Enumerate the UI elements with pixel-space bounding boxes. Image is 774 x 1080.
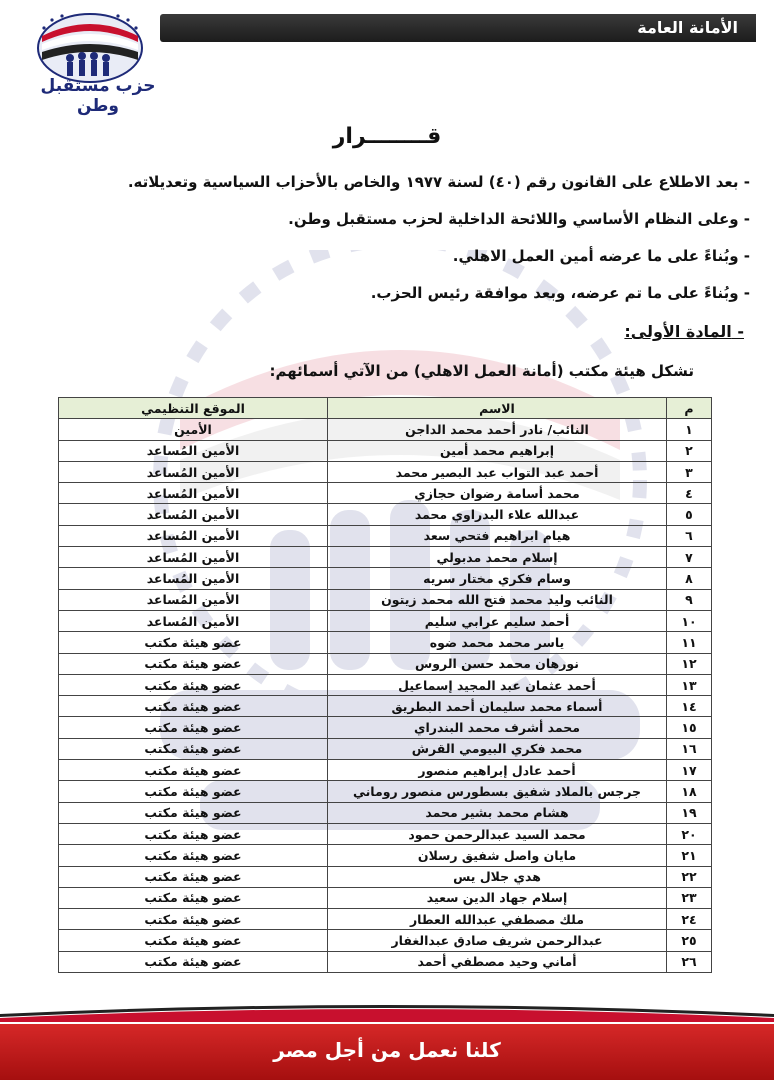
- member-name: أماني وحيد مصطفي أحمد: [328, 951, 667, 972]
- member-position: عضو هيئة مكتب: [59, 632, 328, 653]
- member-name: أحمد عبد التواب عبد البصير محمد: [328, 461, 667, 482]
- row-number: ١٧: [667, 760, 712, 781]
- member-name: مايان واصل شفيق رسلان: [328, 845, 667, 866]
- member-position: الأمين المُساعد: [59, 589, 328, 610]
- row-number: ٤: [667, 483, 712, 504]
- member-name: ملك مصطفي عبدالله العطار: [328, 909, 667, 930]
- row-number: ٢٦: [667, 951, 712, 972]
- table-row: [59, 653, 712, 674]
- article-text: تشكل هيئة مكتب (أمانة العمل الاهلي) من الآتي أسمائهم:: [269, 362, 694, 380]
- row-number: ١٩: [667, 802, 712, 823]
- member-name: النائب وليد محمد فتح الله محمد زيتون: [328, 589, 667, 610]
- member-position: عضو هيئة مكتب: [59, 674, 328, 695]
- member-position: الأمين المُساعد: [59, 483, 328, 504]
- member-name: أحمد سليم عرابي سليم: [328, 610, 667, 631]
- member-name: إسلام محمد مدبولي: [328, 547, 667, 568]
- clause-item: - بعد الاطلاع على القانون رقم (٤٠) لسنة ١٩٧٧ والخاص بالأحزاب السياسية وتعديلاته.: [90, 164, 750, 201]
- table-row: [59, 504, 712, 525]
- row-number: ١٠: [667, 610, 712, 631]
- table-row: [59, 568, 712, 589]
- member-name: النائب/ نادر أحمد محمد الداجن: [328, 419, 667, 440]
- clause-item: - وعلى النظام الأساسي واللائحة الداخلية لحزب مستقبل وطن.: [90, 201, 750, 238]
- row-number: ٨: [667, 568, 712, 589]
- member-position: عضو هيئة مكتب: [59, 823, 328, 844]
- table-row: [59, 696, 712, 717]
- member-position: عضو هيئة مكتب: [59, 845, 328, 866]
- table-row: [59, 738, 712, 759]
- table-row: [59, 419, 712, 440]
- member-name: إسلام جهاد الدين سعيد: [328, 887, 667, 908]
- decision-title: قــــــــرار: [332, 124, 442, 149]
- member-position: الأمين: [59, 419, 328, 440]
- member-name: ياسر محمد محمد ضوه: [328, 632, 667, 653]
- member-name: هدي جلال يس: [328, 866, 667, 887]
- table-row: [59, 951, 712, 972]
- row-number: ٢: [667, 440, 712, 461]
- table-row: [59, 461, 712, 482]
- row-number: ٢٠: [667, 823, 712, 844]
- member-name: محمد أشرف محمد البندراي: [328, 717, 667, 738]
- member-name: محمد السيد عبدالرحمن حمود: [328, 823, 667, 844]
- row-number: ٢٤: [667, 909, 712, 930]
- table-row: [59, 717, 712, 738]
- table-row: [59, 802, 712, 823]
- row-number: ٥: [667, 504, 712, 525]
- member-position: الأمين المُساعد: [59, 525, 328, 546]
- member-position: عضو هيئة مكتب: [59, 717, 328, 738]
- table-row: [59, 440, 712, 461]
- member-position: الأمين المُساعد: [59, 504, 328, 525]
- member-name: أسماء محمد سليمان أحمد البطريق: [328, 696, 667, 717]
- table-row: [59, 547, 712, 568]
- member-position: الأمين المُساعد: [59, 610, 328, 631]
- row-number: ١: [667, 419, 712, 440]
- row-number: ٩: [667, 589, 712, 610]
- table-row: [59, 760, 712, 781]
- member-position: عضو هيئة مكتب: [59, 653, 328, 674]
- member-position: عضو هيئة مكتب: [59, 909, 328, 930]
- members-table: [58, 397, 712, 973]
- table-row: [59, 674, 712, 695]
- row-number: ١٥: [667, 717, 712, 738]
- table-row: [59, 589, 712, 610]
- member-position: عضو هيئة مكتب: [59, 951, 328, 972]
- table-row: [59, 866, 712, 887]
- header-band: [160, 14, 756, 42]
- member-name: إبراهيم محمد أمين: [328, 440, 667, 461]
- row-number: ١٨: [667, 781, 712, 802]
- table-row: [59, 632, 712, 653]
- article-heading: - المادة الأولى:: [624, 322, 744, 341]
- members-table-body: [59, 419, 712, 973]
- member-name: جرجس بالملاد شفيق بسطورس منصور روماني: [328, 781, 667, 802]
- header-number: م: [667, 398, 712, 419]
- table-row: [59, 483, 712, 504]
- footer-band: [0, 1024, 774, 1080]
- member-name: هشام محمد بشير محمد: [328, 802, 667, 823]
- member-position: الأمين المُساعد: [59, 461, 328, 482]
- row-number: ٢١: [667, 845, 712, 866]
- member-position: الأمين المُساعد: [59, 568, 328, 589]
- member-position: عضو هيئة مكتب: [59, 802, 328, 823]
- row-number: ٢٣: [667, 887, 712, 908]
- member-position: عضو هيئة مكتب: [59, 866, 328, 887]
- member-name: أحمد عثمان عبد المجيد إسماعيل: [328, 674, 667, 695]
- row-number: ٧: [667, 547, 712, 568]
- row-number: ١٣: [667, 674, 712, 695]
- member-position: عضو هيئة مكتب: [59, 696, 328, 717]
- row-number: ٢٢: [667, 866, 712, 887]
- footer-divider: [0, 1004, 774, 1022]
- table-row: [59, 930, 712, 951]
- clause-item: - وبُناءً على ما عرضه أمين العمل الاهلي.: [90, 238, 750, 275]
- department-title: الأمانة العامة: [637, 18, 738, 37]
- row-number: ١١: [667, 632, 712, 653]
- table-row: [59, 525, 712, 546]
- row-number: ٢٥: [667, 930, 712, 951]
- member-position: عضو هيئة مكتب: [59, 760, 328, 781]
- footer-slogan: كلنا نعمل من أجل مصر: [273, 1038, 501, 1062]
- member-name: عبدالرحمن شريف صادق عبدالغفار: [328, 930, 667, 951]
- decision-clauses: [90, 164, 750, 312]
- row-number: ٣: [667, 461, 712, 482]
- member-position: عضو هيئة مكتب: [59, 887, 328, 908]
- member-name: هيام ابراهيم فتحي سعد: [328, 525, 667, 546]
- member-position: الأمين المُساعد: [59, 547, 328, 568]
- row-number: ١٤: [667, 696, 712, 717]
- member-name: أحمد عادل إبراهيم منصور: [328, 760, 667, 781]
- member-position: عضو هيئة مكتب: [59, 930, 328, 951]
- header-name: الاسم: [328, 398, 667, 419]
- table-row: [59, 845, 712, 866]
- table-row: [59, 887, 712, 908]
- member-name: نورهان محمد حسن الروس: [328, 653, 667, 674]
- row-number: ٦: [667, 525, 712, 546]
- header-position: الموقع التنظيمي: [59, 398, 328, 419]
- party-name: حزب مستقبل وطن: [40, 76, 156, 116]
- table-row: [59, 781, 712, 802]
- table-row: [59, 610, 712, 631]
- table-row: [59, 909, 712, 930]
- member-name: عبدالله علاء البدراوي محمد: [328, 504, 667, 525]
- member-name: محمد أسامة رضوان حجازي: [328, 483, 667, 504]
- member-position: عضو هيئة مكتب: [59, 738, 328, 759]
- table-row: [59, 823, 712, 844]
- member-name: وسام فكري مختار سريه: [328, 568, 667, 589]
- member-name: محمد فكري البيومي القرش: [328, 738, 667, 759]
- table-header-row: [59, 398, 712, 419]
- row-number: ١٦: [667, 738, 712, 759]
- clause-item: - وبُناءً على ما تم عرضه، وبعد موافقة رئيس الحزب.: [90, 275, 750, 312]
- member-position: الأمين المُساعد: [59, 440, 328, 461]
- member-position: عضو هيئة مكتب: [59, 781, 328, 802]
- row-number: ١٢: [667, 653, 712, 674]
